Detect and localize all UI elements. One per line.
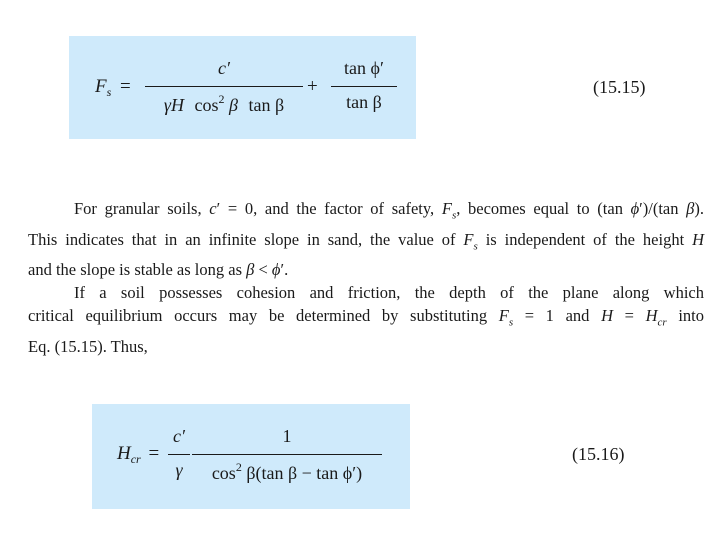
eq2-frac2-bar: [192, 454, 382, 455]
eq1-frac1-denominator: γH $\cos^2 \beta$ tan β: [163, 92, 285, 115]
eq2-fraction-1: [168, 424, 190, 488]
eq2-fraction-2: [192, 424, 382, 488]
eq1-frac2-denominator: tan β: [346, 92, 382, 112]
eq1-frac1-numerator: c′: [218, 58, 230, 78]
para-line-5: critical equilibrium occurs may be determined by substituting $F_s = 1$ and $H = H_{cr}$ into: [28, 306, 704, 329]
eq2-frac1-bar: [168, 454, 190, 455]
eq1-fraction-2: [331, 56, 397, 120]
eq1-fraction-1: [145, 56, 303, 120]
eq2-frac2-denominator: $\cos^2 \beta(\tan$ β − tan ϕ′): [211, 460, 363, 483]
eq2-lhs: $H_{cr}$ =: [117, 443, 160, 466]
eq1-plus: +: [307, 76, 318, 97]
para-line-2: This indicates that in an infinite slope in sand, the value of $F_s$ is independent of the height H: [28, 229, 704, 252]
eq2-frac1-numerator: c′: [173, 426, 185, 446]
para-line-4: If a soil possesses cohesion and friction, the depth of the plane along which: [74, 283, 704, 303]
eq1-lhs: $F_s$ =: [95, 76, 131, 99]
eq1-frac1-bar: [145, 86, 303, 87]
body-paragraph: [28, 197, 704, 358]
eq2-frac1-denominator: γ: [175, 460, 183, 480]
para-line-1: For granular soils, c′ = 0, and the factor of safety, $F_s$, becomes equal to (tan ϕ′)/(tan β).: [74, 199, 705, 222]
eq1-frac2-numerator: tan ϕ′: [344, 58, 384, 78]
eq1-frac2-bar: [331, 86, 397, 87]
eq2-frac2-numerator: 1: [282, 426, 292, 446]
para-line-6: Eq. (15.15). Thus,: [28, 336, 148, 356]
para-line-3: and the slope is stable as long as β < ϕ′.: [28, 260, 289, 279]
equation-number-15-16: (15.16): [572, 444, 625, 464]
equation-number-15-15: (15.15): [593, 77, 646, 97]
